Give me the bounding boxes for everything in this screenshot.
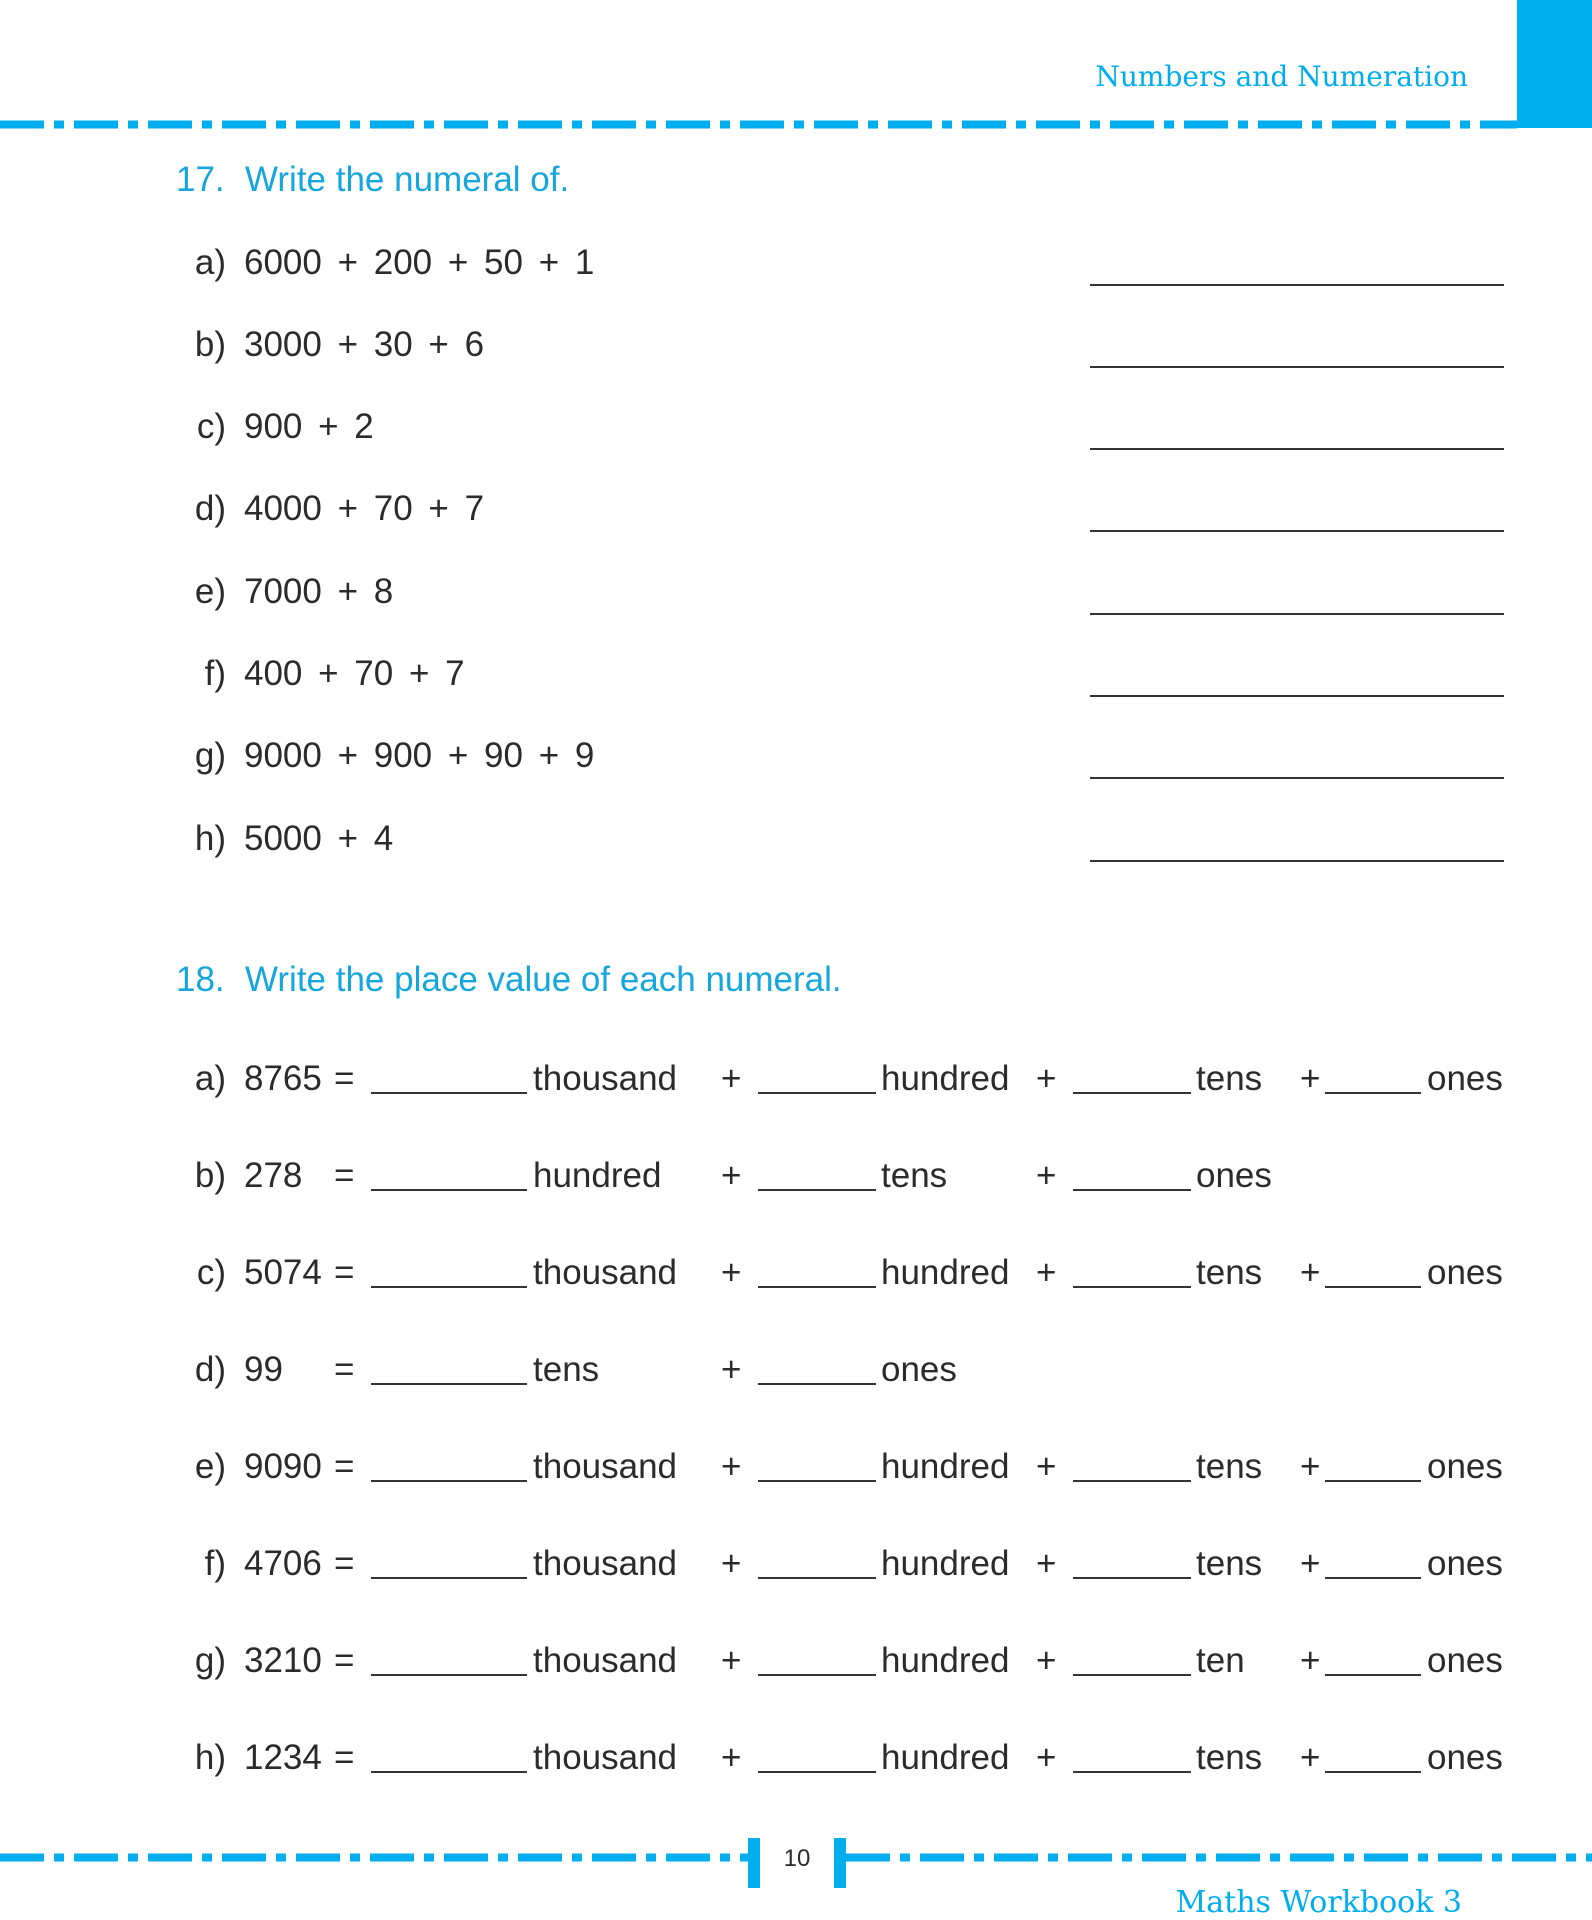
answer-line[interactable] (1090, 366, 1504, 368)
plus-sign: + (721, 1253, 742, 1292)
place-word: tens (881, 1156, 948, 1195)
answer-blank[interactable] (1325, 1480, 1421, 1482)
answer-blank[interactable] (1325, 1286, 1421, 1288)
answer-blank[interactable] (371, 1092, 527, 1094)
q17-text: Write the numeral of. (245, 160, 570, 199)
plus-sign: + (1036, 1447, 1057, 1486)
answer-line[interactable] (1090, 284, 1504, 286)
equals-sign: = (334, 1156, 355, 1195)
item-expression: 5000 + 4 (244, 819, 394, 858)
place-word: thousand (533, 1447, 678, 1486)
place-word: hundred (881, 1253, 1010, 1292)
q18-item (0, 1151, 1592, 1201)
answer-blank[interactable] (758, 1383, 876, 1385)
item-label: g) (194, 1641, 226, 1680)
q18-item (0, 1054, 1592, 1104)
answer-blank[interactable] (758, 1286, 876, 1288)
place-word: tens (1196, 1253, 1263, 1292)
answer-blank[interactable] (371, 1674, 527, 1676)
item-number: 4706 (244, 1544, 322, 1583)
q18-item (0, 1248, 1592, 1298)
plus-sign: + (1036, 1253, 1057, 1292)
item-label: b) (194, 325, 226, 364)
item-label: e) (194, 1447, 226, 1486)
item-label: b) (194, 1156, 226, 1195)
answer-line[interactable] (1090, 530, 1504, 532)
answer-blank[interactable] (1073, 1092, 1191, 1094)
answer-blank[interactable] (1073, 1577, 1191, 1579)
item-label: e) (194, 572, 226, 611)
q18-item (0, 1345, 1592, 1395)
plus-sign: + (1036, 1059, 1057, 1098)
q18-item (0, 1733, 1592, 1783)
q17-item (0, 731, 1592, 781)
item-expression: 900 + 2 (244, 407, 374, 446)
item-number: 278 (244, 1156, 303, 1195)
answer-blank[interactable] (1073, 1674, 1191, 1676)
item-number: 99 (244, 1350, 283, 1389)
item-label: h) (194, 1738, 226, 1777)
place-word: hundred (881, 1059, 1010, 1098)
plus-sign: + (1036, 1544, 1057, 1583)
place-word: tens (1196, 1447, 1263, 1486)
place-word: tens (1196, 1059, 1263, 1098)
place-word: ones (1427, 1059, 1503, 1098)
footer-dashed-rule-left (0, 1853, 748, 1862)
item-number: 8765 (244, 1059, 322, 1098)
item-number: 1234 (244, 1738, 322, 1777)
item-number: 3210 (244, 1641, 322, 1680)
plus-sign: + (1300, 1641, 1321, 1680)
answer-blank[interactable] (758, 1771, 876, 1773)
item-expression: 6000 + 200 + 50 + 1 (244, 243, 595, 282)
answer-line[interactable] (1090, 613, 1504, 615)
place-word: hundred (881, 1544, 1010, 1583)
answer-blank[interactable] (371, 1480, 527, 1482)
answer-line[interactable] (1090, 777, 1504, 779)
corner-tab (1517, 0, 1592, 128)
plus-sign: + (1300, 1059, 1321, 1098)
q18-item (0, 1539, 1592, 1589)
answer-blank[interactable] (758, 1674, 876, 1676)
item-number: 5074 (244, 1253, 322, 1292)
plus-sign: + (1036, 1156, 1057, 1195)
item-expression: 400 + 70 + 7 (244, 654, 465, 693)
footer-bracket-right (834, 1838, 846, 1888)
answer-blank[interactable] (1325, 1674, 1421, 1676)
item-label: f) (204, 654, 226, 693)
place-word: ones (1427, 1253, 1503, 1292)
place-word: ten (1196, 1641, 1245, 1680)
answer-blank[interactable] (371, 1771, 527, 1773)
answer-line[interactable] (1090, 448, 1504, 450)
answer-blank[interactable] (758, 1577, 876, 1579)
q17-item (0, 567, 1592, 617)
item-number: 9090 (244, 1447, 322, 1486)
item-label: h) (194, 819, 226, 858)
plus-sign: + (1300, 1738, 1321, 1777)
q17-title (176, 160, 569, 200)
item-expression: 9000 + 900 + 90 + 9 (244, 736, 595, 775)
top-dashed-rule (0, 120, 1517, 129)
q17-number: 17. (176, 160, 225, 199)
answer-blank[interactable] (371, 1286, 527, 1288)
item-label: c) (196, 1253, 226, 1292)
equals-sign: = (334, 1738, 355, 1777)
item-label: g) (194, 736, 226, 775)
place-word: ones (1196, 1156, 1272, 1195)
item-label: c) (196, 407, 226, 446)
equals-sign: = (334, 1253, 355, 1292)
answer-blank[interactable] (1325, 1577, 1421, 1579)
place-word: hundred (881, 1738, 1010, 1777)
place-word: ones (1427, 1544, 1503, 1583)
answer-blank[interactable] (371, 1577, 527, 1579)
answer-blank[interactable] (371, 1189, 527, 1191)
place-word: ones (1427, 1447, 1503, 1486)
plus-sign: + (721, 1738, 742, 1777)
item-expression: 4000 + 70 + 7 (244, 489, 485, 528)
equals-sign: = (334, 1350, 355, 1389)
place-word: ones (1427, 1641, 1503, 1680)
item-label: a) (194, 243, 226, 282)
place-word: thousand (533, 1738, 678, 1777)
answer-blank[interactable] (758, 1189, 876, 1191)
header-title: Numbers and Numeration (1095, 60, 1468, 93)
item-label: a) (194, 1059, 226, 1098)
answer-line[interactable] (1090, 860, 1504, 862)
item-expression: 7000 + 8 (244, 572, 394, 611)
answer-blank[interactable] (371, 1383, 527, 1385)
item-label: d) (194, 489, 226, 528)
plus-sign: + (721, 1350, 742, 1389)
answer-blank[interactable] (1073, 1771, 1191, 1773)
q17-item (0, 320, 1592, 370)
place-word: thousand (533, 1544, 678, 1583)
q18-number: 18. (176, 960, 225, 999)
item-expression: 3000 + 30 + 6 (244, 325, 485, 364)
place-word: thousand (533, 1059, 678, 1098)
footer-bracket-left (748, 1838, 760, 1888)
place-word: thousand (533, 1641, 678, 1680)
equals-sign: = (334, 1059, 355, 1098)
place-word: tens (533, 1350, 600, 1389)
q18-item (0, 1636, 1592, 1686)
place-word: hundred (881, 1641, 1010, 1680)
place-word: tens (1196, 1544, 1263, 1583)
answer-blank[interactable] (1325, 1771, 1421, 1773)
equals-sign: = (334, 1544, 355, 1583)
plus-sign: + (1036, 1738, 1057, 1777)
q17-item (0, 238, 1592, 288)
place-word: tens (1196, 1738, 1263, 1777)
answer-blank[interactable] (1073, 1480, 1191, 1482)
plus-sign: + (721, 1544, 742, 1583)
answer-blank[interactable] (1325, 1092, 1421, 1094)
footer-dashed-rule-right (846, 1853, 1592, 1862)
equals-sign: = (334, 1447, 355, 1486)
q17-item (0, 649, 1592, 699)
plus-sign: + (721, 1641, 742, 1680)
q18-text: Write the place value of each numeral. (245, 960, 842, 999)
answer-line[interactable] (1090, 695, 1504, 697)
plus-sign: + (721, 1059, 742, 1098)
answer-blank[interactable] (758, 1092, 876, 1094)
answer-blank[interactable] (1073, 1286, 1191, 1288)
answer-blank[interactable] (1073, 1189, 1191, 1191)
place-word: ones (1427, 1738, 1503, 1777)
place-word: thousand (533, 1253, 678, 1292)
q18-title (176, 960, 842, 1000)
answer-blank[interactable] (758, 1480, 876, 1482)
q18-item (0, 1442, 1592, 1492)
place-word: ones (881, 1350, 957, 1389)
q17-item (0, 814, 1592, 864)
plus-sign: + (721, 1447, 742, 1486)
page-number: 10 (783, 1845, 811, 1872)
item-label: d) (194, 1350, 226, 1389)
plus-sign: + (1300, 1447, 1321, 1486)
item-label: f) (204, 1544, 226, 1583)
plus-sign: + (1036, 1641, 1057, 1680)
plus-sign: + (1300, 1544, 1321, 1583)
place-word: hundred (881, 1447, 1010, 1486)
place-word: hundred (533, 1156, 662, 1195)
q17-item (0, 402, 1592, 452)
equals-sign: = (334, 1641, 355, 1680)
plus-sign: + (721, 1156, 742, 1195)
q17-item (0, 484, 1592, 534)
plus-sign: + (1300, 1253, 1321, 1292)
footer-title: Maths Workbook 3 (1175, 1885, 1462, 1920)
